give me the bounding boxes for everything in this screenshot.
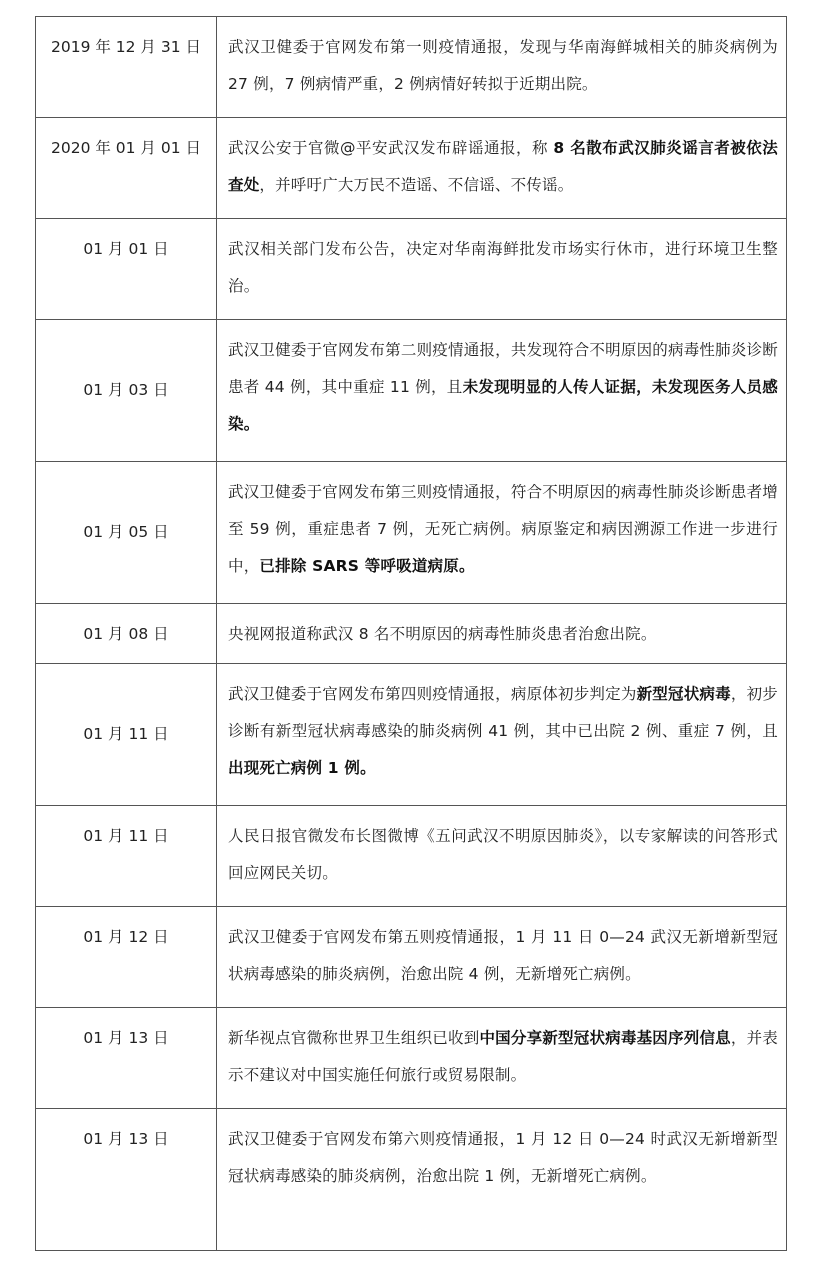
timeline-table — [35, 16, 787, 1251]
event-cell — [217, 806, 787, 907]
table-row — [36, 806, 787, 907]
table-row — [36, 118, 787, 219]
date-cell: 01 月 03 日 — [36, 320, 217, 462]
date-cell: 01 月 12 日 — [36, 907, 217, 1008]
event-text-bold: 新型冠状病毒 — [636, 685, 731, 703]
event-text-bold: 出现死亡病例 1 例。 — [228, 759, 376, 777]
event-text: 武汉卫健委于官网发布第三则疫情通报，符合不明原因的病毒性肺炎诊断患者增至 59 例，重症患者 7 例，无死亡病例。病原鉴定和病因溯源工作进一步进行中， — [228, 483, 778, 575]
date-cell: 01 月 01 日 — [36, 219, 217, 320]
date-cell: 01 月 08 日 — [36, 604, 217, 664]
event-text: 武汉卫健委于官网发布第六则疫情通报，1 月 12 日 0—24 时武汉无新增新型冠状病毒感染的肺炎病例，治愈出院 1 例，无新增死亡病例。 — [228, 1130, 778, 1185]
table-row — [36, 462, 787, 604]
event-cell — [217, 1008, 787, 1109]
table-row — [36, 1008, 787, 1109]
event-cell — [217, 219, 787, 320]
event-cell — [217, 320, 787, 462]
event-text: 央视网报道称武汉 8 名不明原因的病毒性肺炎患者治愈出院。 — [228, 625, 657, 643]
table-row — [36, 17, 787, 118]
event-cell — [217, 604, 787, 664]
date-cell: 2020 年 01 月 01 日 — [36, 118, 217, 219]
event-text: 武汉卫健委于官网发布第一则疫情通报，发现与华南海鲜城相关的肺炎病例为 27 例，7 例病情严重，2 例病情好转拟于近期出院。 — [228, 38, 778, 93]
table-row — [36, 1109, 787, 1251]
event-cell — [217, 17, 787, 118]
event-text: 武汉卫健委于官网发布第五则疫情通报，1 月 11 日 0—24 武汉无新增新型冠状病毒感染的肺炎病例，治愈出院 4 例，无新增死亡病例。 — [228, 928, 778, 983]
date-cell: 01 月 05 日 — [36, 462, 217, 604]
event-cell — [217, 462, 787, 604]
table-row — [36, 664, 787, 806]
event-text: ，并表示不建议对中国实施任何旅行或贸易限制。 — [228, 1029, 779, 1084]
timeline-body — [36, 17, 787, 1251]
event-cell — [217, 1109, 787, 1251]
event-text: 武汉公安于官微@平安武汉发布辟谣通报，称 — [228, 139, 554, 157]
event-cell — [217, 907, 787, 1008]
event-text: 新华视点官微称世界卫生组织已收到 — [228, 1029, 480, 1047]
event-text: 武汉卫健委于官网发布第四则疫情通报，病原体初步判定为 — [228, 685, 637, 703]
table-row — [36, 604, 787, 664]
event-text-bold: 已排除 SARS 等呼吸道病原。 — [259, 557, 475, 575]
date-cell: 01 月 13 日 — [36, 1008, 217, 1109]
table-row — [36, 320, 787, 462]
event-text-bold: 中国分享新型冠状病毒基因序列信息 — [479, 1029, 731, 1047]
event-text: ，初步诊断有新型冠状病毒感染的肺炎病例 41 例，其中已出院 2 例、重症 7 例，且 — [228, 685, 779, 740]
table-row — [36, 907, 787, 1008]
date-cell: 01 月 11 日 — [36, 664, 217, 806]
date-cell: 01 月 13 日 — [36, 1109, 217, 1251]
date-cell: 01 月 11 日 — [36, 806, 217, 907]
event-text: 人民日报官微发布长图微博《五问武汉不明原因肺炎》，以专家解读的问答形式回应网民关切。 — [228, 827, 778, 882]
event-cell — [217, 118, 787, 219]
table-row — [36, 219, 787, 320]
event-text-bold: 8 名散布武汉肺炎谣言者被依法查处 — [228, 139, 778, 194]
event-text: 武汉相关部门发布公告，决定对华南海鲜批发市场实行休市，进行环境卫生整治。 — [228, 240, 778, 295]
event-text: 武汉卫健委于官网发布第二则疫情通报，共发现符合不明原因的病毒性肺炎诊断患者 44 例，其中重症 11 例，且 — [228, 341, 778, 396]
event-cell — [217, 664, 787, 806]
date-cell: 2019 年 12 月 31 日 — [36, 17, 217, 118]
event-text: ，并呼吁广大万民不造谣、不信谣、不传谣。 — [259, 176, 574, 194]
event-text-bold: 未发现明显的人传人证据，未发现医务人员感染。 — [228, 378, 778, 433]
